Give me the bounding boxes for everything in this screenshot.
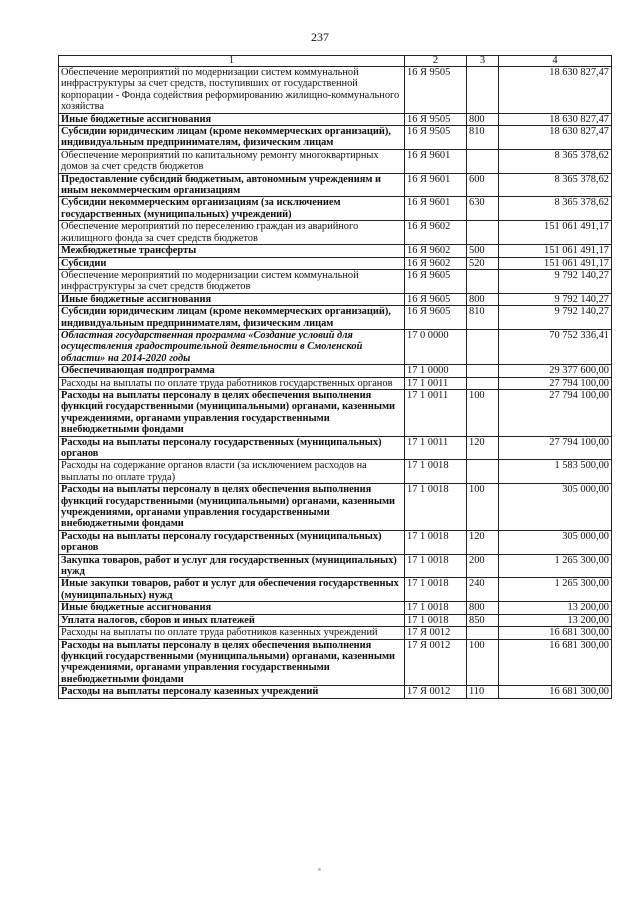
row-code: 17 0 0000: [405, 329, 467, 364]
row-name: Расходы на выплаты персоналу в целях обеспечения выполнения функций государственными (муниципальными) органами, казенными учреждениями, органами управления государственными внебюджетными фондами: [59, 484, 405, 531]
row-type: 800: [467, 602, 499, 614]
row-type: [467, 221, 499, 245]
row-name: Расходы на выплаты персоналу в целях обеспечения выполнения функций государственными (муниципальными) органами, казенными учреждениями, органами управления государственными внебюджетными фондами: [59, 639, 405, 686]
row-sum: 1 583 500,00: [499, 460, 612, 484]
row-code: 16 Я 9602: [405, 221, 467, 245]
row-name: Субсидии: [59, 257, 405, 269]
row-sum: 16 681 300,00: [499, 627, 612, 639]
header-col-3: 3: [467, 56, 499, 67]
row-name: Расходы на выплаты персоналу казенных учреждений: [59, 686, 405, 698]
row-code: 17 Я 0012: [405, 686, 467, 698]
row-type: 240: [467, 578, 499, 602]
page-number: 237: [311, 30, 329, 44]
row-code: 16 Я 9605: [405, 306, 467, 330]
table-row: [59, 221, 612, 245]
table-row: [59, 686, 612, 698]
row-name: Иные бюджетные ассигнования: [59, 113, 405, 125]
row-type: 800: [467, 293, 499, 305]
header-col-1: 1: [59, 56, 405, 67]
row-code: 16 Я 9601: [405, 149, 467, 173]
row-name: Расходы на выплаты по оплате труда работников государственных органов: [59, 377, 405, 389]
row-code: 17 1 0018: [405, 554, 467, 578]
header-col-4: 4: [499, 56, 612, 67]
table-row: [59, 197, 612, 221]
row-type: 100: [467, 639, 499, 686]
row-type: 500: [467, 245, 499, 257]
row-code: 17 Я 0012: [405, 627, 467, 639]
header-col-2: 2: [405, 56, 467, 67]
row-sum: 9 792 140,27: [499, 293, 612, 305]
table-row: [59, 627, 612, 639]
row-code: 17 1 0018: [405, 484, 467, 531]
row-name: Иные закупки товаров, работ и услуг для обеспечения государственных (муниципальных) нужд: [59, 578, 405, 602]
table-row: [59, 460, 612, 484]
row-sum: 8 365 378,62: [499, 149, 612, 173]
table-row: [59, 67, 612, 114]
row-type: [467, 269, 499, 293]
row-type: 520: [467, 257, 499, 269]
row-name: Межбюджетные трансферты: [59, 245, 405, 257]
row-type: 800: [467, 113, 499, 125]
row-code: 16 Я 9601: [405, 173, 467, 197]
budget-table: [58, 55, 612, 699]
row-sum: 151 061 491,17: [499, 245, 612, 257]
table-row: [59, 530, 612, 554]
table-row: [59, 306, 612, 330]
row-type: 120: [467, 530, 499, 554]
table-row: [59, 436, 612, 460]
table-row: [59, 614, 612, 626]
row-code: 16 Я 9602: [405, 257, 467, 269]
table-row: [59, 389, 612, 436]
row-sum: 16 681 300,00: [499, 686, 612, 698]
row-type: 100: [467, 484, 499, 531]
row-name: Обеспечение мероприятий по модернизации систем коммунальной инфраструктуры за счет средств, поступивших от государственной корпорации - Фонда содействия реформированию жилищно-коммунального хозяйства: [59, 67, 405, 114]
row-code: 16 Я 9505: [405, 67, 467, 114]
table-row: [59, 293, 612, 305]
row-type: 110: [467, 686, 499, 698]
row-code: 17 1 0011: [405, 436, 467, 460]
row-code: 17 1 0011: [405, 377, 467, 389]
row-name: Субсидии юридическим лицам (кроме некоммерческих организаций), индивидуальным предпринимателям, физическим лицам: [59, 126, 405, 150]
row-sum: 18 630 827,47: [499, 113, 612, 125]
row-type: 810: [467, 306, 499, 330]
table-row: [59, 365, 612, 377]
row-name: Закупка товаров, работ и услуг для государственных (муниципальных) нужд: [59, 554, 405, 578]
row-code: 17 1 0018: [405, 460, 467, 484]
row-sum: 151 061 491,17: [499, 221, 612, 245]
row-code: 17 1 0011: [405, 389, 467, 436]
row-name: Обеспечение мероприятий по капитальному ремонту многоквартирных домов за счет средств бюджетов: [59, 149, 405, 173]
row-code: 17 Я 0012: [405, 639, 467, 686]
table-header-row: [59, 56, 612, 67]
row-sum: 1 265 300,00: [499, 554, 612, 578]
row-sum: 18 630 827,47: [499, 126, 612, 150]
row-name: Субсидии юридическим лицам (кроме некоммерческих организаций), индивидуальным предпринимателям, физическим лицам: [59, 306, 405, 330]
row-code: 17 1 0018: [405, 602, 467, 614]
row-type: [467, 627, 499, 639]
row-code: 17 1 0018: [405, 578, 467, 602]
table-row: [59, 149, 612, 173]
row-type: 850: [467, 614, 499, 626]
row-code: 16 Я 9505: [405, 113, 467, 125]
row-name: Областная государственная программа «Создание условий для осуществления градостроительной деятельности в Смоленской области» на 2014-2020 годы: [59, 329, 405, 364]
row-name: Обеспечение мероприятий по модернизации систем коммунальной инфраструктуры за счет средств бюджетов: [59, 269, 405, 293]
row-name: Расходы на содержание органов власти (за исключением расходов на выплаты по оплате труда): [59, 460, 405, 484]
row-type: [467, 460, 499, 484]
row-type: [467, 365, 499, 377]
row-name: Расходы на выплаты по оплате труда работников казенных учреждений: [59, 627, 405, 639]
row-sum: 151 061 491,17: [499, 257, 612, 269]
row-name: Уплата налогов, сборов и иных платежей: [59, 614, 405, 626]
row-type: 810: [467, 126, 499, 150]
row-code: 17 1 0000: [405, 365, 467, 377]
table-row: [59, 173, 612, 197]
row-name: Иные бюджетные ассигнования: [59, 602, 405, 614]
row-type: 630: [467, 197, 499, 221]
row-name: Субсидии некоммерческим организациям (за исключением государственных (муниципальных) учреждений): [59, 197, 405, 221]
row-name: Расходы на выплаты персоналу государственных (муниципальных) органов: [59, 436, 405, 460]
row-type: 200: [467, 554, 499, 578]
row-type: [467, 377, 499, 389]
row-sum: 27 794 100,00: [499, 436, 612, 460]
row-sum: 13 200,00: [499, 602, 612, 614]
row-type: [467, 149, 499, 173]
row-sum: 27 794 100,00: [499, 377, 612, 389]
table-row: [59, 639, 612, 686]
row-sum: 1 265 300,00: [499, 578, 612, 602]
row-sum: 8 365 378,62: [499, 197, 612, 221]
row-code: 16 Я 9601: [405, 197, 467, 221]
row-name: Обеспечение мероприятий по переселению граждан из аварийного жилищного фонда за счет средств бюджетов: [59, 221, 405, 245]
row-code: 16 Я 9602: [405, 245, 467, 257]
row-type: 120: [467, 436, 499, 460]
table-row: [59, 602, 612, 614]
row-sum: 305 000,00: [499, 484, 612, 531]
row-type: 100: [467, 389, 499, 436]
row-name: Расходы на выплаты персоналу в целях обеспечения выполнения функций государственными (муниципальными) органами, казенными учреждениями, органами управления государственными внебюджетными фондами: [59, 389, 405, 436]
table-row: [59, 554, 612, 578]
row-code: 16 Я 9505: [405, 126, 467, 150]
row-sum: 13 200,00: [499, 614, 612, 626]
row-code: 16 Я 9605: [405, 293, 467, 305]
table-row: [59, 126, 612, 150]
row-sum: 9 792 140,27: [499, 306, 612, 330]
table-row: [59, 329, 612, 364]
row-name: Иные бюджетные ассигнования: [59, 293, 405, 305]
row-code: 17 1 0018: [405, 530, 467, 554]
row-name: Обеспечивающая подпрограмма: [59, 365, 405, 377]
row-sum: 16 681 300,00: [499, 639, 612, 686]
row-name: Предоставление субсидий бюджетным, автономным учреждениям и иным некоммерческим организациям: [59, 173, 405, 197]
table-row: [59, 245, 612, 257]
table-row: [59, 113, 612, 125]
row-type: 600: [467, 173, 499, 197]
table-row: [59, 269, 612, 293]
row-sum: 8 365 378,62: [499, 173, 612, 197]
table-row: [59, 484, 612, 531]
row-sum: 27 794 100,00: [499, 389, 612, 436]
row-code: 17 1 0018: [405, 614, 467, 626]
scan-speck: [318, 868, 321, 871]
row-sum: 305 000,00: [499, 530, 612, 554]
table-row: [59, 257, 612, 269]
row-sum: 9 792 140,27: [499, 269, 612, 293]
table-row: [59, 578, 612, 602]
row-type: [467, 329, 499, 364]
row-sum: 70 752 336,41: [499, 329, 612, 364]
row-sum: 29 377 600,00: [499, 365, 612, 377]
row-sum: 18 630 827,47: [499, 67, 612, 114]
row-type: [467, 67, 499, 114]
row-code: 16 Я 9605: [405, 269, 467, 293]
table-row: [59, 377, 612, 389]
row-name: Расходы на выплаты персоналу государственных (муниципальных) органов: [59, 530, 405, 554]
